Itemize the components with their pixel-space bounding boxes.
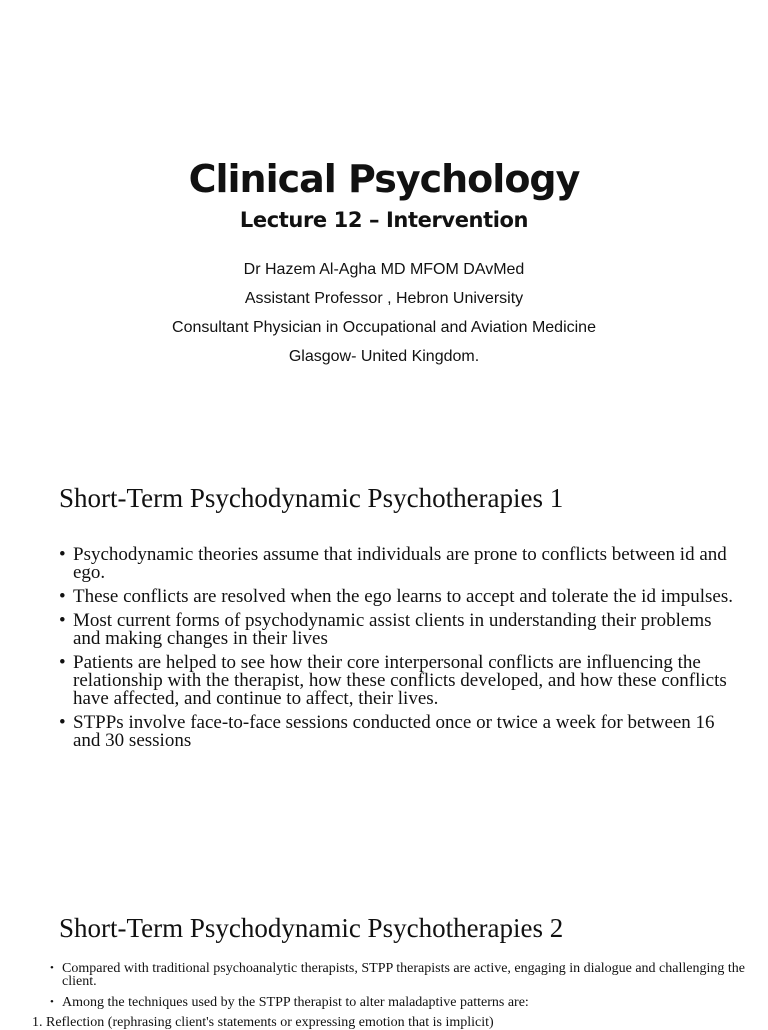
author-name: Dr Hazem Al-Agha MD MFOM DAvMed (243, 261, 525, 278)
author-position: Assistant Professor , Hebron University (244, 290, 524, 307)
author-location: Glasgow- United Kingdom. (288, 348, 480, 365)
numbered-item-partial: 1. Reflection (rephrasing client's statements or expressing emotion that is implicit) (32, 1016, 494, 1030)
author-block (0, 255, 768, 371)
slide-heading: Short-Term Psychodynamic Psychotherapies 2 (59, 913, 564, 943)
title-slide (0, 0, 768, 440)
bullet-list (48, 962, 748, 1017)
slide-title: Clinical Psychology (188, 157, 580, 201)
slide-heading: Short-Term Psychodynamic Psychotherapies 1 (59, 483, 564, 513)
list-item: • Patients are helped to see how their core interpersonal conflicts are influencing the relationship with the therapist, how these conflicts developed, and how these conflicts have affected, and continue to affect, their lives. (59, 654, 739, 708)
content-slide-stpp-2 (0, 880, 768, 1030)
list-item: • Most current forms of psychodynamic assist clients in understanding their problems and making changes in their lives (59, 612, 739, 648)
bullet-list (59, 546, 739, 756)
list-item: • These conflicts are resolved when the ego learns to accept and tolerate the id impulses. (59, 588, 739, 606)
list-item: • Compared with traditional psychoanalytic therapists, STPP therapists are active, engaging in dialogue and challenging the client. (48, 962, 748, 988)
list-item: • Among the techniques used by the STPP therapist to alter maladaptive patterns are: (48, 996, 748, 1009)
author-role: Consultant Physician in Occupational and Aviation Medicine (172, 319, 596, 336)
list-item: • Psychodynamic theories assume that individuals are prone to conflicts between id and ego. (59, 546, 739, 582)
list-item: • STPPs involve face-to-face sessions conducted once or twice a week for between 16 and 30 sessions (59, 714, 739, 750)
slide-subtitle: Lecture 12 – Intervention (239, 208, 529, 232)
content-slide-stpp-1 (0, 440, 768, 880)
